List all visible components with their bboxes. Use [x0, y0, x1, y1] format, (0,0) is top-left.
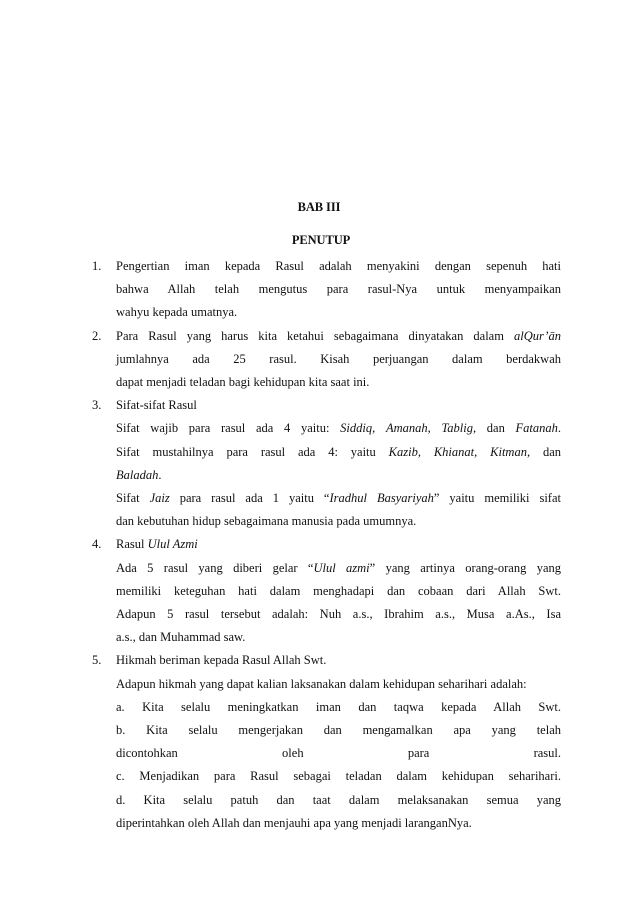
text-line: [116, 510, 561, 533]
text-run: jumlahnya ada 25 rasul. Kisah perjuangan dalam berdakwah: [116, 351, 561, 366]
text-run: wahyu kepada umatnya.: [116, 305, 238, 320]
italic-term: Baladah: [116, 467, 159, 482]
text-run: diperintahkan oleh Allah dan menjauhi apa yang menjadi laranganNya.: [116, 815, 472, 830]
text-run: d. Kita selalu patuh dan taat dalam melaksanakan semua yang: [116, 792, 561, 807]
text-run: dan: [476, 421, 516, 436]
text-line: [116, 580, 561, 603]
italic-term: Kitman,: [490, 444, 531, 459]
text-line: [116, 371, 561, 394]
text-run: Sifat mustahilnya para rasul ada 4: yaitu: [116, 444, 389, 459]
list-number: 2.: [92, 328, 102, 343]
text-run: b. Kita selalu mengerjakan dan mengamalkan apa yang telah: [116, 723, 561, 738]
list-item: [92, 325, 561, 395]
list-item: [92, 533, 561, 649]
text-run: Sifat: [116, 491, 150, 506]
text-line: [116, 278, 561, 301]
list-number: 1.: [92, 259, 102, 273]
text-line: [116, 719, 561, 742]
list-item: [92, 394, 561, 533]
italic-term: Fatanah: [515, 421, 558, 436]
text-run: Sifat-sifat Rasul: [116, 398, 197, 413]
text-run: [375, 421, 386, 435]
text-run: c. Menjadikan para Rasul sebagai teladan dalam kehidupan seharihari.: [116, 769, 561, 784]
text-line: [116, 742, 561, 765]
text-run: ” yang artinya orang-orang yang: [369, 560, 562, 575]
section-title: PENUTUP: [291, 233, 351, 247]
italic-term: Siddiq,: [340, 421, 376, 436]
text-line: [116, 325, 561, 348]
italic-term: Ulul azmi: [313, 560, 370, 575]
text-line: [116, 557, 561, 580]
text-run: Pengertian iman kepada Rasul adalah menyakini dengan sepenuh hati: [116, 259, 561, 273]
text-line: [116, 649, 561, 672]
text-run: a. Kita selalu meningkatkan iman dan taqwa kepada Allah Swt.: [116, 699, 561, 714]
text-run: [431, 421, 442, 435]
text-line: [116, 603, 561, 626]
italic-term: Khianat,: [433, 444, 478, 459]
list-item: [92, 255, 561, 325]
text-line: [116, 789, 561, 812]
text-run: bahwa Allah telah mengutus para rasul-Nya untuk menyampaikan: [116, 282, 561, 297]
text-run: .: [158, 467, 162, 482]
italic-term: Ulul Azmi: [147, 537, 198, 552]
text-line: [116, 441, 561, 464]
text-line: [116, 394, 561, 417]
text-run: [477, 445, 490, 459]
text-run: dicontohkan oleh para rasul.: [116, 746, 561, 761]
text-run: ” yaitu memiliki sifat: [433, 491, 561, 506]
italic-term: Kazib,: [388, 444, 421, 459]
text-run: dan: [530, 444, 561, 459]
text-line: [116, 765, 561, 788]
text-run: Para Rasul yang harus kita ketahui sebagaimana dinyatakan dalam: [116, 328, 514, 343]
list-item: [92, 649, 561, 835]
list-number: 4.: [92, 537, 102, 552]
text-run: dapat menjadi teladan bagi kehidupan kita saat ini.: [116, 375, 370, 390]
text-run: Ada 5 rasul yang diberi gelar “: [116, 560, 314, 575]
italic-term: Jaiz: [149, 491, 170, 506]
text-run: .: [557, 421, 562, 436]
text-run: Hikmah beriman kepada Rasul Allah Swt.: [116, 653, 327, 668]
text-line: [116, 464, 561, 487]
text-run: para rasul ada 1 yaitu “: [169, 491, 330, 506]
text-run: Adapun 5 rasul tersebut adalah: Nuh a.s., Ibrahim a.s., Musa a.As., Isa: [116, 607, 561, 622]
text-line: [116, 487, 561, 510]
text-line: [116, 696, 561, 719]
italic-term: alQur’ān: [514, 328, 561, 343]
text-run: a.s., dan Muhammad saw.: [116, 630, 246, 645]
italic-term: Iradhul Basyariyah: [329, 491, 434, 506]
text-line: [116, 533, 561, 556]
list-number: 5.: [92, 653, 102, 668]
text-line: [116, 348, 561, 371]
text-run: Adapun hikmah yang dapat kalian laksanakan dalam kehidupan seharihari adalah:: [116, 676, 527, 691]
italic-term: Amanah,: [385, 421, 431, 436]
chapter-heading: BAB III: [297, 200, 341, 214]
text-line: [116, 673, 561, 696]
text-run: [421, 445, 434, 459]
text-run: Sifat wajib para rasul ada 4 yaitu:: [116, 421, 341, 436]
text-run: memiliki keteguhan hati dalam menghadapi dan cobaan dari Allah Swt.: [116, 583, 561, 598]
italic-term: Tablig,: [441, 421, 477, 436]
text-line: [116, 417, 561, 440]
text-line: [116, 255, 561, 278]
numbered-list: [92, 255, 561, 835]
list-number: 3.: [92, 398, 102, 413]
text-line: [116, 812, 561, 835]
text-run: Rasul: [116, 537, 148, 552]
text-run: dan kebutuhan hidup sebagaimana manusia pada umumnya.: [116, 514, 417, 529]
text-line: [116, 301, 561, 324]
text-line: [116, 626, 561, 649]
